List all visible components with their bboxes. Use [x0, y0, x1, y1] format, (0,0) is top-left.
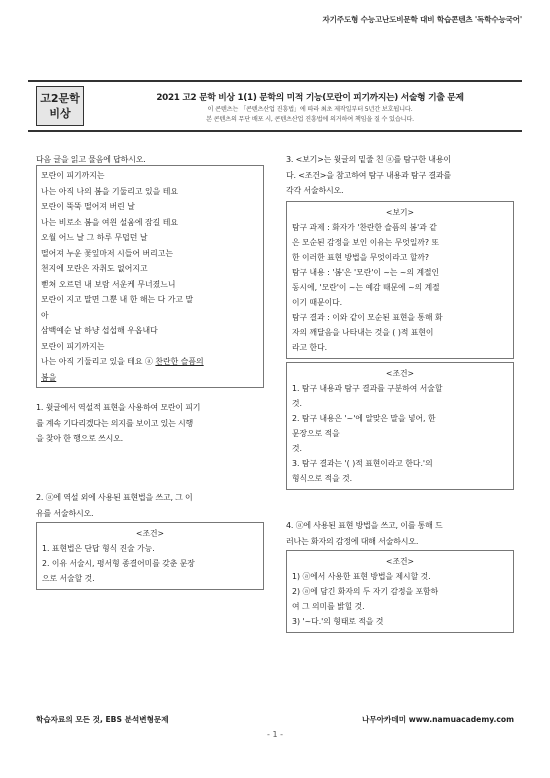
question-1-line: 1. 윗글에서 역설적 표현을 사용하여 모란이 피기	[36, 403, 201, 412]
condition-line: 2. 탐구 내용은 '~'에 알맞은 말을 넣어, 한	[292, 414, 436, 423]
poem-line: 아	[41, 310, 49, 320]
poem-box	[36, 165, 264, 388]
question-2-line: 유를 서술하시오.	[36, 508, 94, 518]
condition-title: <조건>	[385, 557, 415, 566]
example-line: 자의 깨달음을 나타내는 것을 ( )적 표현이	[292, 328, 434, 337]
poem-line: 모란이 뚝뚝 떨어져 버린 날	[41, 202, 135, 211]
question-3-line: 각각 서술하시오.	[286, 186, 344, 195]
poem-line: 나는 비로소 봄을 여읜 설움에 잠길 테요	[41, 217, 179, 227]
poem-line: 나는 아직 나의 봄을 기둘리고 있을 테요	[41, 186, 179, 196]
question-2-line: 2. ⓐ에 역설 외에 사용된 표현법을 쓰고, 그 이	[36, 493, 193, 502]
condition-title: <조건>	[135, 529, 165, 538]
underlined-phrase-cont: 봄을	[41, 372, 57, 382]
badge-line-2: 비상	[49, 107, 71, 120]
question-1	[36, 400, 264, 447]
document-title: 2021 고2 문학 비상 1(1) 문학의 미적 기능(모란이 피기까지는) 서술형 기출 문제	[156, 93, 464, 103]
question-4-line: 러나는 화자의 감정에 대해 서술하시오.	[286, 536, 419, 546]
brand-text: 자기주도형 수능고난도비문학 대비 학습콘텐츠 '독학수능국어'	[322, 15, 522, 24]
condition-line: 형식으로 적을 것.	[292, 474, 353, 483]
badge-line-1: 고2문학	[40, 92, 80, 105]
example-line: 탐구 결과 : 이와 같이 모순된 표현을 통해 화	[292, 313, 443, 322]
condition-line: 1) ⓐ에서 사용한 표현 방법을 제시할 것.	[292, 572, 431, 581]
poem-line: 떨어져 누운 꽃잎마저 시들어 버리고는	[41, 248, 173, 258]
condition-line: 문장으로 적을	[292, 429, 340, 438]
question-3-line: 다. <조건>을 참고하여 탐구 내용과 탐구 결과를	[286, 170, 451, 180]
footer-left-text: 학습자료의 모든 것, EBS 분석변형문제	[36, 715, 169, 724]
page-number: - 1 -	[267, 730, 283, 739]
copyright-notice-1: 이 콘텐츠는 「콘텐츠산업 진흥법」에 따라 최초 제작일부터 5년간 보호됩니다.	[207, 106, 413, 113]
example-line: 한 이러한 표현 방법을 무엇이라고 할까?	[292, 253, 430, 262]
poem-line: 모란이 피기까지는	[41, 341, 105, 351]
poem-line: 천지에 모란은 자취도 없어지고	[41, 264, 148, 273]
question-4-line: 4. ⓐ에 사용된 표현 방법을 쓰고, 이를 통해 드	[286, 521, 443, 530]
underlined-phrase: 찬란한 슬픔의	[155, 357, 204, 366]
poem-line: 삼백예순 날 하냥 섭섭해 우옵내다	[41, 326, 158, 335]
condition-line: 3) '~다.'의 형태로 적을 것	[292, 617, 384, 626]
question-1-line: 를 계속 기다리겠다는 의지를 보이고 있는 시행	[36, 418, 194, 428]
condition-line: 것.	[292, 399, 303, 408]
condition-line: 1. 탐구 내용과 탐구 결과를 구분하여 서술할	[292, 384, 443, 393]
example-line: 이기 때문이다.	[292, 298, 343, 307]
poem-line: 뻗쳐 오르던 내 보람 서운케 무너졌느니	[41, 279, 176, 289]
question-4-condition-box	[286, 550, 514, 633]
condition-line: 2) ⓐ에 담긴 화자의 두 자기 감정을 포함하	[292, 587, 439, 596]
poem-line: 모란이 지고 말면 그뿐 내 한 해는 다 가고 말	[41, 295, 194, 304]
example-line: 라고 한다.	[292, 343, 328, 352]
condition-line: 으로 서술할 것.	[42, 574, 95, 583]
example-line: 은 모순된 감정을 보인 이유는 무엇일까? 또	[292, 238, 440, 247]
copyright-notice-2: 본 콘텐츠의 무단 배포 시, 콘텐츠산업 진흥법에 의거하여 책임을 질 수 있습니다.	[206, 116, 414, 123]
question-4	[286, 518, 514, 549]
subject-badge	[36, 86, 84, 126]
example-title: <보기>	[385, 208, 415, 217]
question-3-example-box	[286, 201, 514, 359]
question-3	[286, 152, 514, 199]
question-1-line: 을 찾아 한 행으로 쓰시오.	[36, 434, 123, 443]
example-line: 탐구 과제 : 화자가 '찬란한 슬픔의 봄'과 같	[292, 223, 437, 232]
poem-line: 모란이 피기까지는	[41, 171, 105, 180]
question-2-condition-box	[36, 522, 264, 590]
condition-title: <조건>	[385, 369, 415, 378]
question-3-condition-box	[286, 362, 514, 490]
poem-line-last	[41, 354, 259, 370]
poem-line-text: 나는 아직 기둘리고 있을 테요 ⓐ	[41, 357, 156, 366]
example-line: 탐구 내용 : '봄'은 '모란'이 ~는 ~의 계절인	[292, 268, 440, 277]
example-line: 동시에, '모란'이 ~는 예감 때문에 ~의 계절	[292, 283, 440, 292]
question-3-line: 3. <보기>는 윗글의 밑줄 친 ⓐ를 탐구한 내용이	[286, 155, 451, 164]
condition-line: 여 그 의미를 밝힐 것.	[292, 602, 365, 611]
condition-line: 것.	[292, 444, 303, 453]
question-2	[36, 490, 264, 521]
condition-line: 3. 탐구 결과는 '( )적 표현이라고 한다.'의	[292, 459, 433, 468]
footer-right-text: 나무아카데미 www.namuacademy.com	[362, 715, 514, 724]
condition-line: 2. 이유 서술시, 평서형 종결어미를 갖춘 문장	[42, 559, 195, 568]
condition-line: 1. 표현법은 단답 형식 진술 가능.	[42, 544, 155, 553]
poem-line: 오월 어느 날 그 하루 무덥던 날	[41, 233, 148, 242]
instruction-text: 다음 글을 읽고 물음에 답하시오.	[36, 155, 146, 164]
